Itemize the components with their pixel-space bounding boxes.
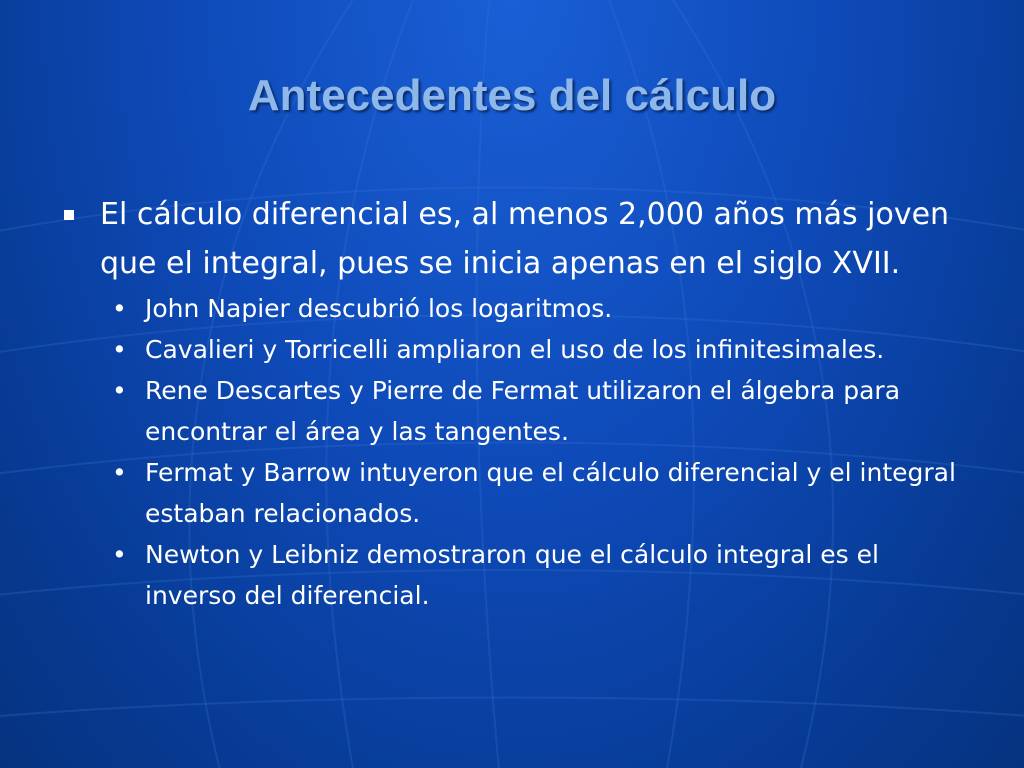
sub-point-text: Cavalieri y Torricelli ampliaron el uso de los infinitesimales. [145, 335, 885, 364]
main-point-text: El cálculo diferencial es, al menos 2,000 años más joven que el integral, pues se inicia apenas en el siglo XVII. [100, 197, 950, 281]
list-item [60, 288, 970, 329]
dot-bullet-icon: • [112, 540, 127, 569]
list-item [60, 370, 970, 452]
dot-bullet-icon: • [112, 458, 127, 487]
slide-content [60, 190, 970, 616]
square-bullet-icon [64, 210, 74, 220]
list-item [60, 452, 970, 534]
sub-point-text: Newton y Leibniz demostraron que el cálculo integral es el inverso del diferencial. [145, 540, 879, 610]
dot-bullet-icon: • [112, 294, 127, 323]
dot-bullet-icon: • [112, 335, 127, 364]
dot-bullet-icon: • [112, 376, 127, 405]
list-item [60, 329, 970, 370]
slide-title: Antecedentes del cálculo [247, 71, 777, 120]
sub-point-text: Fermat y Barrow intuyeron que el cálculo diferencial y el integral estaban relacionados. [145, 458, 956, 528]
sub-bullet-list [60, 288, 970, 616]
sub-point-text: John Napier descubrió los logaritmos. [145, 294, 613, 323]
sub-point-text: Rene Descartes y Pierre de Fermat utilizaron el álgebra para encontrar el área y las tangentes. [145, 376, 901, 446]
list-item [60, 534, 970, 616]
main-bullet-point [60, 190, 970, 288]
